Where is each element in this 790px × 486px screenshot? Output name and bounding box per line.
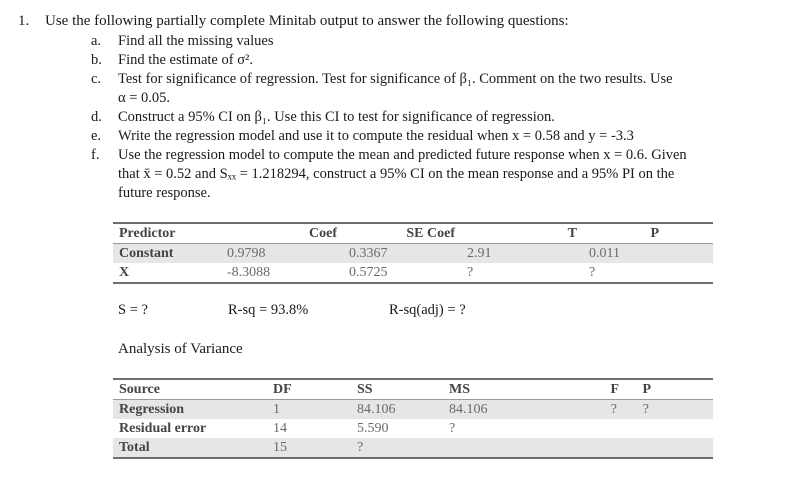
item-label: d. [91, 109, 102, 125]
column-header: F [610, 382, 619, 397]
table-cell: ? [610, 402, 617, 417]
table-row [113, 438, 713, 458]
table-cell: ? [449, 421, 456, 436]
item-label: b. [91, 52, 102, 68]
anova-table [113, 378, 713, 459]
table-cell: Constant [119, 246, 174, 261]
item-text: Find the estimate of σ². [118, 52, 253, 68]
question-number: 1. [18, 13, 30, 29]
column-header: Source [119, 382, 160, 397]
table-cell: X [119, 265, 130, 280]
table-cell: Regression [119, 402, 185, 417]
column-header: Predictor [119, 226, 176, 241]
table-cell: 0.9798 [227, 246, 266, 261]
item-label: c. [91, 71, 102, 87]
table-cell: Residual error [119, 421, 207, 436]
item-text: Write the regression model and use it to compute the residual when x = 0.58 and y = -3.3 [118, 128, 634, 144]
r-squared: R-sq = 93.8% [228, 302, 309, 318]
table-cell: ? [467, 265, 474, 280]
table-cell: Total [119, 440, 150, 455]
table-cell: 14 [273, 421, 287, 436]
table-header-row [113, 379, 713, 400]
table-cell: 1 [273, 402, 280, 417]
table-cell: 2.91 [467, 246, 492, 261]
item-label: a. [91, 33, 102, 49]
table-row [113, 263, 713, 283]
r-squared-adj: R-sq(adj) = ? [389, 302, 466, 318]
item-label: e. [91, 128, 102, 144]
table-row [113, 244, 713, 264]
column-header: T [567, 226, 577, 241]
item-text: Use the regression model to compute the mean and predicted future response when x = 0.6. Given that x̄ = 0.52 and Sₓₓ = 1.218294, construct a 95% CI on the mean response and a 95% PI on the future response. [118, 147, 687, 201]
table-cell: 0.5725 [349, 265, 388, 280]
table-cell: ? [357, 440, 364, 455]
column-header: Coef [309, 226, 337, 241]
column-header: P [642, 382, 651, 397]
item-text: Construct a 95% CI on β₁. Use this CI to test for significance of regression. [118, 109, 555, 125]
table-cell: 0.011 [589, 246, 620, 261]
column-header: DF [273, 382, 292, 397]
item-text: Find all the missing values [118, 33, 274, 49]
table-row [113, 400, 713, 420]
column-header: MS [449, 382, 470, 397]
table-cell: 0.3367 [349, 246, 388, 261]
s-value: S = ? [118, 302, 148, 318]
column-header: SS [357, 382, 373, 397]
anova-title: Analysis of Variance [118, 341, 243, 357]
table-cell: 5.590 [357, 421, 389, 436]
column-header: P [650, 226, 659, 241]
table-cell: 15 [273, 440, 287, 455]
item-label: f. [91, 147, 100, 163]
coefficient-table [113, 222, 713, 284]
table-header-row [113, 223, 713, 244]
table-cell: 84.106 [357, 402, 396, 417]
table-row [113, 419, 713, 438]
table-cell: -8.3088 [227, 265, 271, 280]
table-cell: ? [589, 265, 596, 280]
item-text: Test for significance of regression. Test for significance of β₁. Comment on the two results. Use α = 0.05. [118, 71, 673, 106]
table-cell: ? [642, 402, 649, 417]
column-header: SE Coef [406, 226, 455, 241]
table-cell: 84.106 [449, 402, 488, 417]
question-prompt: Use the following partially complete Minitab output to answer the following questions: [45, 13, 569, 29]
